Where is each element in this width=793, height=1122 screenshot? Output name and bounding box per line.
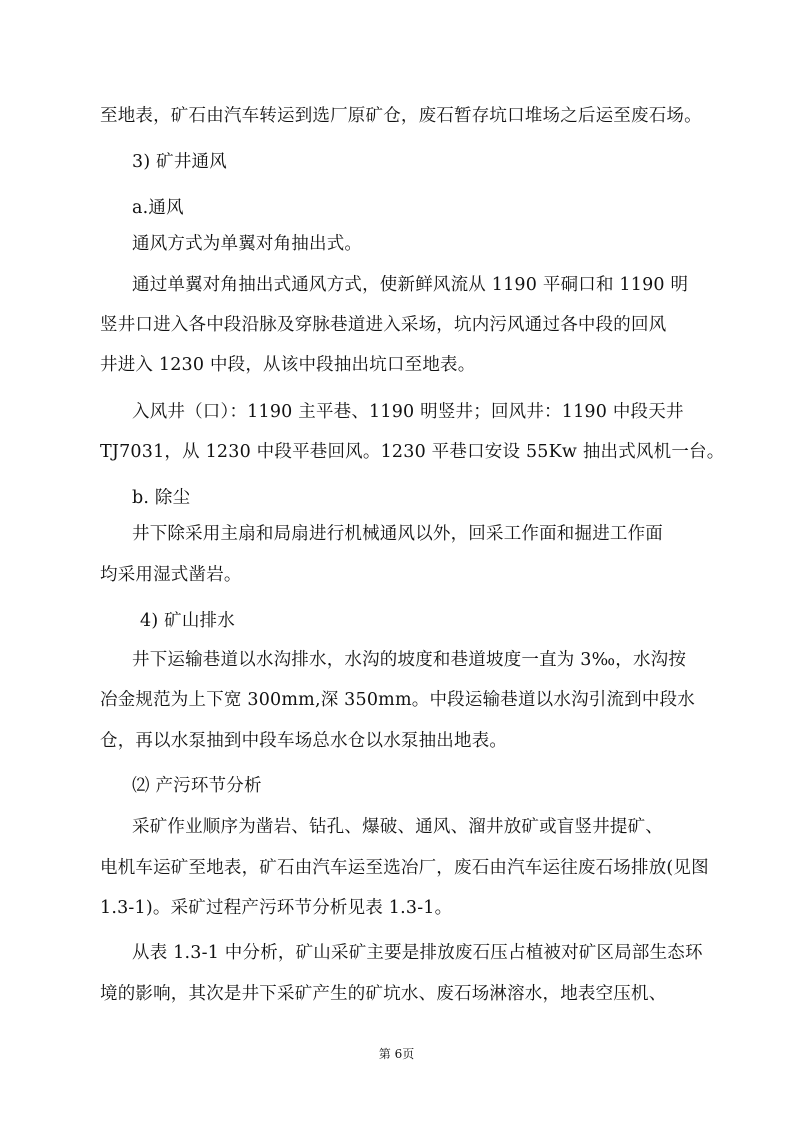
section-heading: 3) 矿井通风: [132, 152, 227, 172]
text-line: 仓，再以水泵抽到中段车场总水仓以水泵抽出地表。: [100, 731, 508, 751]
section-heading: ⑵ 产污环节分析: [132, 776, 262, 796]
text-line: 井下除采用主扇和局扇进行机械通风以外，回采工作面和掘进工作面: [132, 524, 663, 544]
text-line: 境的影响，其次是井下采矿产生的矿坑水、废石场淋溶水，地表空压机、: [100, 984, 667, 1004]
subsection-heading: b. 除尘: [132, 488, 191, 508]
page-number: 第 6页: [378, 1047, 415, 1061]
section-heading: 4) 矿山排水: [140, 611, 235, 631]
text-line: 1.3-1)。采矿过程产污环节分析见表 1.3-1。: [100, 898, 453, 918]
text-line: 井进入 1230 中段，从该中段抽出坑口至地表。: [100, 355, 476, 375]
text-line: 至地表，矿石由汽车转运到选厂原矿仓，废石暂存坑口堆场之后运至废石场。: [100, 106, 702, 126]
text-line: 井下运输巷道以水沟排水，水沟的坡度和巷道坡度一直为 3‰，水沟按: [132, 650, 687, 670]
subsection-heading: a.通风: [132, 198, 184, 218]
text-line: 电机车运矿至地表，矿石由汽车运至选冶厂，废石由汽车运往废石场排放(见图: [100, 858, 709, 878]
text-line: 采矿作业顺序为凿岩、钻孔、爆破、通风、溜井放矿或盲竖井提矿、: [132, 817, 663, 837]
text-line: 通过单翼对角抽出式通风方式，使新鲜风流从 1190 平硐口和 1190 明: [132, 275, 689, 295]
text-line: 冶金规范为上下宽 300mm,深 350mm。中段运输巷道以水沟引流到中段水: [100, 690, 695, 710]
text-line: 均采用湿式凿岩。: [100, 565, 242, 585]
text-line: TJ7031，从 1230 中段平巷回风。1230 平巷口安设 55Kw 抽出式风机一台。: [100, 442, 725, 462]
text-line: 入风井（口）：1190 主平巷、1190 明竖井；回风井：1190 中段天井: [132, 402, 684, 422]
text-line: 竖井口进入各中段沿脉及穿脉巷道进入采场，坑内污风通过各中段的回风: [100, 315, 667, 335]
text-line: 从表 1.3-1 中分析，矿山采矿主要是排放废石压占植被对矿区局部生态环: [132, 943, 703, 963]
text-line: 通风方式为单翼对角抽出式。: [132, 234, 363, 254]
